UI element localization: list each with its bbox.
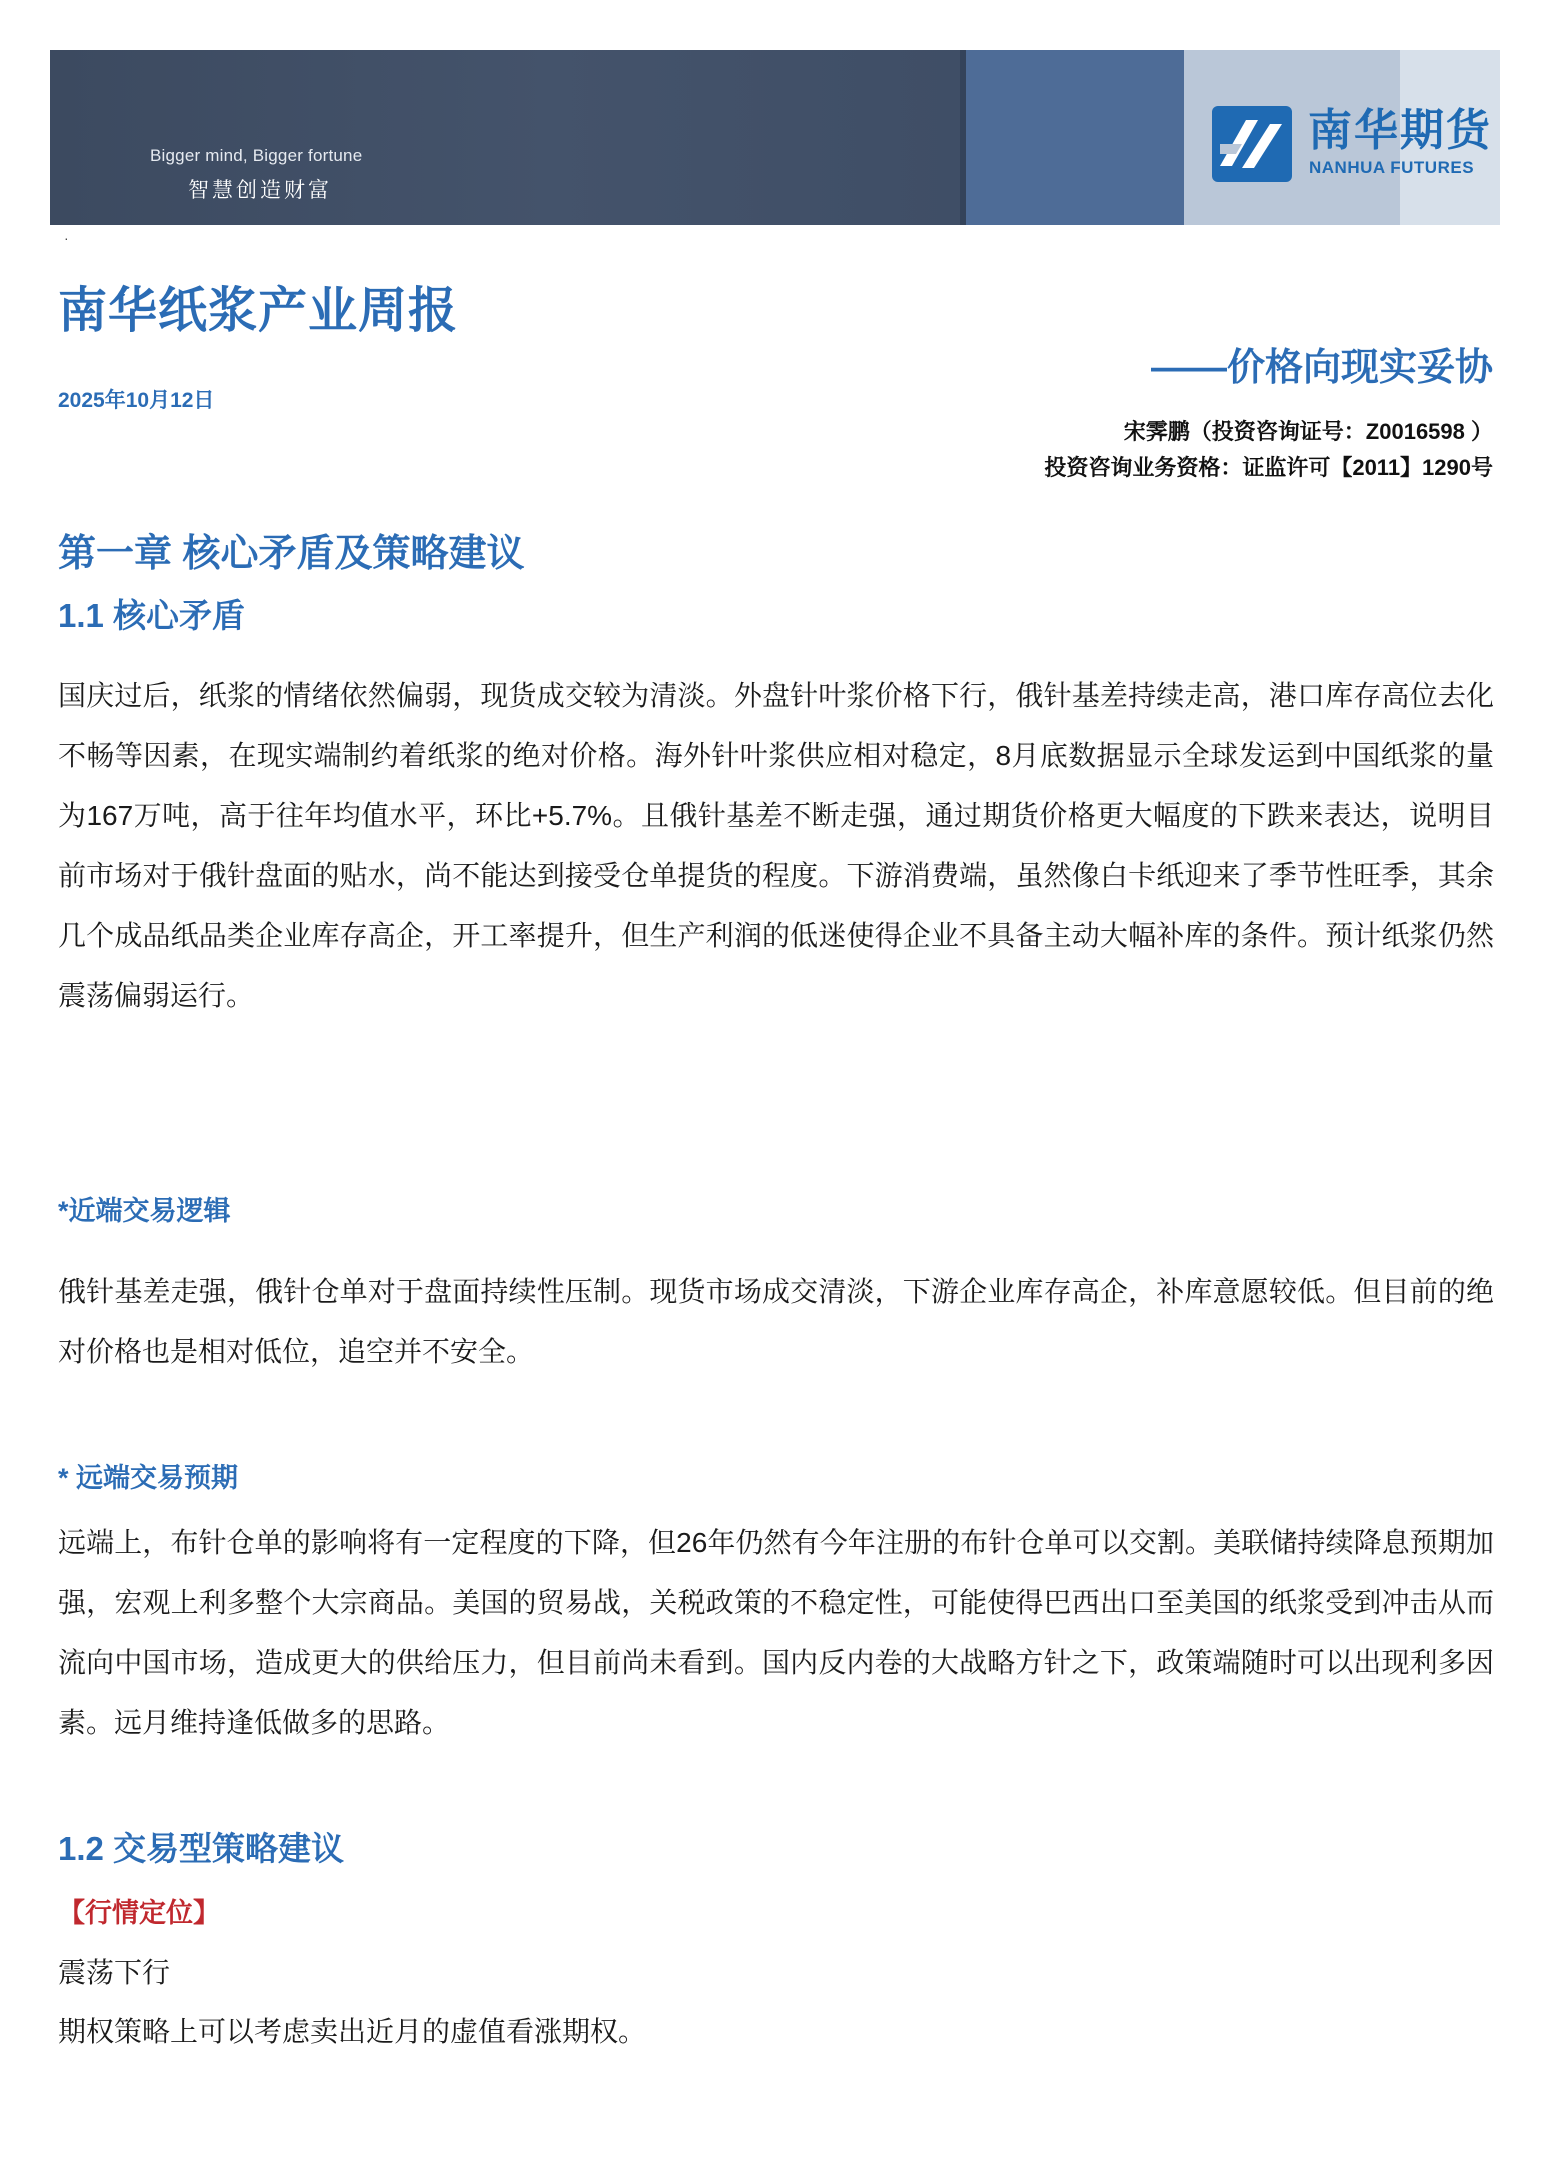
header-banner bbox=[50, 50, 1500, 225]
banner-mid-panel bbox=[966, 50, 1184, 225]
report-date: 2025年10月12日 bbox=[58, 389, 215, 412]
far-term-outlook-paragraph: 远端上，布针仓单的影响将有一定程度的下降，但26年仍然有今年注册的布针仓单可以交割。美联储持续降息预期加强，宏观上利多整个大宗商品。美国的贸易战，关税政策的不稳定性，可能使得巴西出口至美国的纸浆受到冲击从而流向中国市场，造成更大的供给压力，但目前尚未看到。国内反内卷的大战略方针之下，政策端随时可以出现利多因素。远月维持逢低做多的思路。 bbox=[58, 1527, 1494, 1738]
slogan-english: Bigger mind, Bigger fortune bbox=[150, 146, 363, 165]
option-strategy-text: 期权策略上可以考虑卖出近月的虚值看涨期权。 bbox=[58, 2016, 647, 2047]
far-term-outlook-heading: * 远端交易预期 bbox=[58, 1463, 239, 1493]
market-position-value: 震荡下行 bbox=[58, 1957, 171, 1988]
report-subtitle: ——价格向现实妥协 bbox=[1150, 347, 1493, 389]
slogan-chinese: 智慧创造财富 bbox=[188, 179, 332, 202]
core-contradiction-paragraph: 国庆过后，纸浆的情绪依然偏弱，现货成交较为清淡。外盘针叶浆价格下行，俄针基差持续走高，港口库存高位去化不畅等因素，在现实端制约着纸浆的绝对价格。海外针叶浆供应相对稳定，8月底数据显示全球发运到中国纸浆的量为167万吨，高于往年均值水平，环比+5.7%。且俄针基差不断走强，通过期货价格更大幅度的下跌来表达，说明目前市场对于俄针盘面的贴水，尚不能达到接受仓单提货的程度。下游消费端，虽然像白卡纸迎来了季节性旺季，其余几个成品纸品类企业库存高企，开工率提升，但生产利润的低迷使得企业不具备主动大幅补库的条件。预计纸浆仍然震荡偏弱运行。 bbox=[58, 680, 1494, 1011]
section-heading-trading-strategy: 1.2 交易型策略建议 bbox=[58, 1830, 345, 1867]
near-term-logic-paragraph: 俄针基差走强，俄针仓单对于盘面持续性压制。现货市场成交清淡，下游企业库存高企，补库意愿较低。但目前的绝对价格也是相对低位，追空并不安全。 bbox=[58, 1276, 1494, 1367]
banner-dark-panel bbox=[50, 50, 960, 225]
chapter-heading: 第一章 核心矛盾及策略建议 bbox=[58, 533, 525, 575]
report-title: 南华纸浆产业周报 bbox=[58, 284, 459, 338]
market-position-label: 【行情定位】 bbox=[58, 1898, 220, 1928]
logo-wordmark-english: NANHUA FUTURES bbox=[1309, 158, 1475, 177]
logo-wordmark-chinese: 南华期货 bbox=[1308, 106, 1492, 155]
nanhua-logo-icon bbox=[1212, 106, 1292, 182]
near-term-logic-heading: *近端交易逻辑 bbox=[58, 1196, 231, 1226]
license-line: 投资咨询业务资格：证监许可【2011】1290号 bbox=[1044, 455, 1493, 480]
author-line: 宋霁鹏（投资咨询证号：Z0016598 ） bbox=[1123, 419, 1493, 444]
marker-dot: · bbox=[64, 230, 69, 246]
section-heading-core-contradiction: 1.1 核心矛盾 bbox=[58, 597, 246, 634]
